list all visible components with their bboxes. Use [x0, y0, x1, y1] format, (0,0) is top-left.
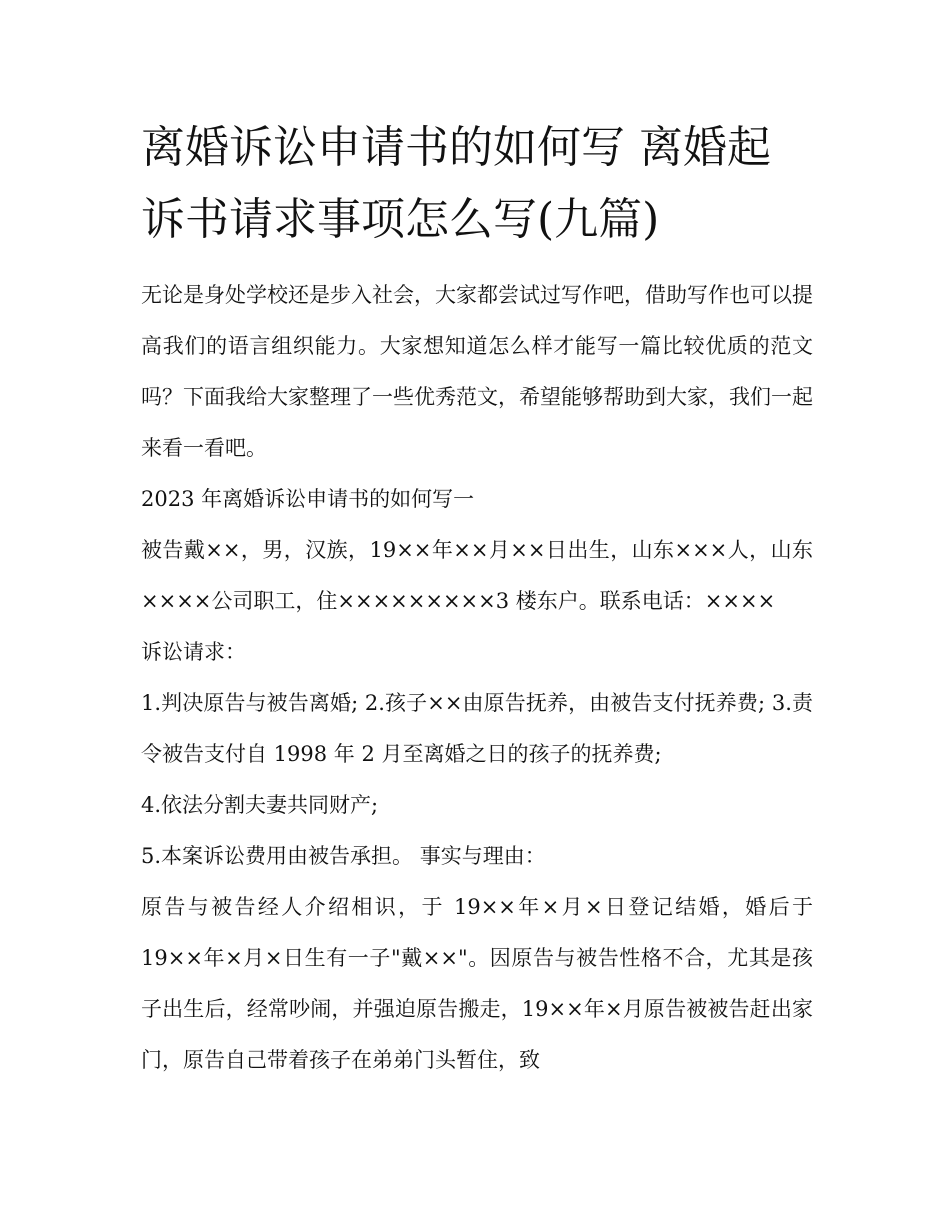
section-heading: 2023 年离婚诉讼申请书的如何写一	[141, 487, 475, 511]
document-title: 离婚诉讼申请书的如何写 离婚起诉书请求事项怎么写(九篇)	[141, 122, 771, 245]
defendant-info-paragraph: 被告戴××，男，汉族，19××年××月××日出生，山东×××人，山东××××公司职工，住×××××××××3 楼东户。联系电话：××××	[141, 538, 813, 613]
document-page	[141, 112, 813, 1086]
claim-4-line: 4.依法分割夫妻共同财产;	[141, 793, 379, 817]
claims-paragraph: 1.判决原告与被告离婚; 2.孩子××由原告抚养，由被告支付抚养费; 3.责令被告支付自 1998 年 2 月至离婚之日的孩子的抚养费;	[141, 691, 813, 766]
facts-paragraph: 原告与被告经人介绍相识，于 19××年×月×日登记结婚，婚后于 19××年×月×日生有一子"戴××"。因原告与被告性格不合，尤其是孩子出生后，经常吵闹，并强迫原告搬走，19××年×月原告被被告赶出家门，原告自己带着孩子在弟弟门头暂住，致	[141, 895, 813, 1072]
claims-heading: 诉讼请求：	[141, 640, 246, 664]
document-body	[141, 270, 813, 1086]
claim-5-line: 5.本案诉讼费用由被告承担。 事实与理由：	[141, 844, 546, 868]
intro-paragraph: 无论是身处学校还是步入社会，大家都尝试过写作吧，借助写作也可以提高我们的语言组织能力。大家想知道怎么样才能写一篇比较优质的范文吗？下面我给大家整理了一些优秀范文，希望能够帮助到大家，我们一起来看一看吧。	[141, 283, 813, 460]
